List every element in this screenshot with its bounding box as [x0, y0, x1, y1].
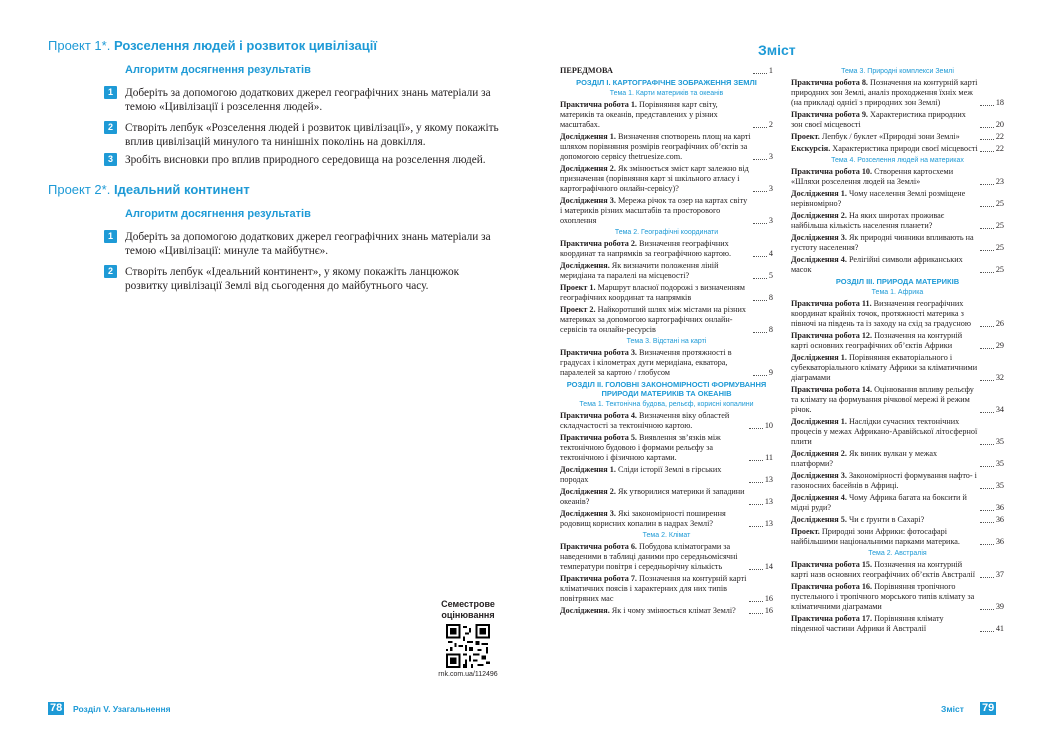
toc-page-number: 25 — [995, 265, 1004, 274]
toc-leader-dots — [980, 127, 994, 128]
project2-step — [104, 230, 504, 258]
project2-name: Ідеальний континент — [113, 182, 250, 197]
toc-page-number: 26 — [995, 319, 1004, 328]
toc-leader-dots — [980, 609, 994, 610]
toc-page-number: 8 — [768, 293, 773, 302]
toc-page-number: 25 — [995, 221, 1004, 230]
toc-entry — [791, 233, 1004, 253]
toc-page-number: 22 — [995, 144, 1004, 153]
toc-leader-dots — [753, 375, 767, 376]
toc-entry — [560, 283, 773, 303]
toc-entry-title: Дослідження 2. На яких широтах проживає найбільша кількість населення планети? — [791, 211, 945, 230]
toc-leader-dots — [753, 127, 767, 128]
page-number-79: 79 — [982, 702, 995, 714]
toc-page-number: 35 — [995, 459, 1004, 468]
toc-page-number: 35 — [995, 437, 1004, 446]
toc-entry-title: Дослідження 3. Мережа річок та озер на картах світу і материків різних масштабів та просторового охоплення — [560, 196, 748, 225]
toc-entry — [560, 239, 773, 259]
toc-entry-title: Екскурсія. Характеристика природи своєї місцевості — [791, 144, 978, 153]
toc-entry — [560, 606, 773, 616]
toc-leader-dots — [980, 444, 994, 445]
toc-page-number: 9 — [768, 368, 773, 377]
toc-page-number: 5 — [768, 271, 773, 280]
project1-label: Проект 1*. — [48, 38, 111, 53]
toc-leader-dots — [749, 482, 763, 483]
toc-leader-dots — [749, 428, 763, 429]
step-number: 2 — [104, 121, 117, 134]
toc-leader-dots — [749, 601, 763, 602]
toc-leader-dots — [980, 326, 994, 327]
toc-leader-dots — [980, 544, 994, 545]
step-text: Доберіть за допомогою додаткових джерел географічних знань матеріали за темою «Цивілізації і розселення людей». — [125, 87, 491, 113]
toc-topic-heading: Тема 2. Клімат — [642, 532, 691, 539]
toc-section-heading: РОЗДІЛ III. ПРИРОДА МАТЕРИКІВ — [835, 277, 960, 286]
toc-entry — [791, 493, 1004, 513]
toc-entry-title: Практична робота 3. Визначення протяжності в градусах і кілометрах дуги меридіана, екватора, паралелей за картою / глобусом — [560, 348, 732, 377]
toc-page-number: 34 — [995, 405, 1004, 414]
toc-topic-heading: Тема 1. Карти материків та океанів — [609, 90, 724, 97]
toc-leader-dots — [753, 278, 767, 279]
toc-entry-title: Дослідження 5. Чи є ґрунти в Сахарі? — [791, 515, 925, 524]
toc-section-heading: РОЗДІЛ I. КАРТОГРАФІЧНЕ ЗОБРАЖЕННЯ ЗЕМЛІ — [576, 78, 757, 87]
project2-algorithm-heading: Алгоритм досягнення результатів — [125, 208, 311, 220]
toc-page-number: 8 — [768, 325, 773, 334]
toc-leader-dots — [980, 488, 994, 489]
toc-leader-dots — [749, 569, 763, 570]
toc-entry-title: Дослідження 1. Порівняння екваторіального і субекваторіального клімату Африки за кліматичними діаграмами — [791, 353, 978, 382]
toc-leader-dots — [980, 139, 994, 140]
toc-entry — [791, 614, 1004, 634]
toc-entry — [560, 100, 773, 130]
toc-page-number: 11 — [765, 453, 773, 462]
toc-entry — [560, 348, 773, 378]
toc-page-number: 36 — [995, 515, 1004, 524]
toc-page-number: 25 — [995, 199, 1004, 208]
step-number: 2 — [104, 265, 117, 278]
toc-entry — [791, 331, 1004, 351]
toc-entry — [791, 211, 1004, 231]
toc-topic-heading: Тема 2. Австралія — [868, 550, 927, 557]
section-caption: Розділ V. Узагальнення — [73, 704, 171, 714]
toc-entry — [560, 487, 773, 507]
toc-entry-title: Дослідження 1. Визначення спотворень площ на карті шляхом порівняння розмірів географічних об’єктів за допомогою сервісу thetruesize.com. — [560, 132, 751, 161]
toc-leader-dots — [753, 191, 767, 192]
toc-entry — [791, 78, 1004, 108]
toc-entry — [560, 305, 773, 335]
toc-leader-dots — [980, 466, 994, 467]
toc-entry-title: Практична робота 15. Позначення на контурній карті назв основних географічних об’єктів Австралії — [791, 560, 975, 579]
toc-entry-title: Практична робота 11. Визначення географічних координат крайніх точок, протяжності материка з півночі на південь та із заходу на схід за градусною — [791, 299, 971, 328]
project1-step — [104, 121, 504, 149]
toc-topic-heading: Тема 1. Тектонічна будова, рельєф, корисні копалини — [579, 401, 754, 408]
toc-entry-title: Практична робота 4. Визначення віку областей складчастості за тектонічною картою. — [560, 411, 730, 430]
toc-entry-title: Дослідження 3. Закономірності формування нафто- і газоносних басейнів в Африці. — [791, 471, 977, 490]
toc-entry — [791, 560, 1004, 580]
toc-leader-dots — [980, 631, 994, 632]
toc-leader-dots — [753, 300, 767, 301]
toc-page-number: 22 — [995, 132, 1004, 141]
toc-entry-title: Проект 1. Маршрут власної подорожі з визначенням географічних координат та напрямків — [560, 283, 745, 302]
toc-leader-dots — [749, 460, 763, 461]
toc-entry — [791, 144, 1004, 154]
toc-entry-title: Практична робота 8. Позначення на контурній карті природних зон Землі, аналіз проходження їхніх меж (на прикладі однієї з природних зон Землі) — [791, 78, 978, 107]
toc-leader-dots — [980, 348, 994, 349]
toc-page-number: 2 — [768, 120, 773, 129]
toc-entry — [560, 542, 773, 572]
qr-block — [433, 599, 503, 678]
toc-entry-title: Дослідження 2. Як утворилися материки й западини океанів? — [560, 487, 745, 506]
toc-entry — [791, 255, 1004, 275]
toc-entry-title: Дослідження 1. Чому населення Землі розміщене нерівномірно? — [791, 189, 966, 208]
toc-page-number: 29 — [995, 341, 1004, 350]
toc-leader-dots — [980, 510, 994, 511]
toc-topic-heading: Тема 1. Африка — [871, 289, 924, 296]
toc-leader-dots — [749, 526, 763, 527]
toc-page-number: 25 — [995, 243, 1004, 252]
toc-entry-title: Практична робота 10. Створення картосхеми «Шляхи розселення людей на Землі» — [791, 167, 954, 186]
toc-entry-title: Дослідження. Як і чому змінюється клімат Землі? — [560, 606, 736, 615]
step-text: Створіть лепбук «Ідеальний континент», у якому покажіть ланцюжок розвитку цивілізації Землі від сьогодення до майбутнього часу. — [125, 266, 460, 292]
project2-title — [48, 182, 250, 197]
toc-entry — [791, 515, 1004, 525]
toc-page-number: 14 — [764, 562, 773, 571]
toc-leader-dots — [980, 206, 994, 207]
toc-leader-dots — [980, 380, 994, 381]
toc-entry — [560, 261, 773, 281]
toc-entry-title: Дослідження 2. Як змінюється зміст карт залежно від призначення (порівняння карт зі шкільного атласу і картографічного онлайн-сервісу)? — [560, 164, 749, 193]
toc-leader-dots — [753, 256, 767, 257]
toc-page-number: 16 — [764, 606, 773, 615]
toc-entry — [791, 132, 1004, 142]
toc-entry-title: Практична робота 5. Виявлення зв’язків між тектонічною будовою і формами рельєфу за тектонічною і фізичною картами. — [560, 433, 721, 462]
toc-entry-title: Дослідження. Як визначити положення ліній меридіана та паралелі на місцевості? — [560, 261, 719, 280]
toc-entry — [791, 471, 1004, 491]
toc-leader-dots — [753, 159, 767, 160]
toc-page-number: 10 — [764, 421, 773, 430]
toc-entry — [791, 167, 1004, 187]
toc-page-number: 3 — [768, 152, 773, 161]
toc-entry — [791, 110, 1004, 130]
toc-entry — [560, 509, 773, 529]
contents-title: Зміст — [758, 42, 796, 58]
toc-entry-title: Дослідження 3. Які закономірності поширення родовищ корисних копалин в надрах Землі? — [560, 509, 726, 528]
toc-entry-title: Дослідження 1. Наслідки сучасних тектонічних процесів у межах Африкано-Аравійської літосферної плити — [791, 417, 978, 446]
toc-leader-dots — [980, 105, 994, 106]
project2-step — [104, 265, 504, 293]
toc-page-number: 32 — [995, 373, 1004, 382]
toc-leader-dots — [749, 504, 763, 505]
toc-entry — [560, 465, 773, 485]
toc-leader-dots — [980, 228, 994, 229]
qr-url[interactable]: rnk.com.ua/112496 — [438, 671, 498, 678]
toc-page-number: 13 — [764, 497, 773, 506]
toc-entry-title: Практична робота 2. Визначення географічних координат та напрямків за географічною картою. — [560, 239, 732, 258]
toc-page-number: 3 — [768, 184, 773, 193]
project1-algorithm-heading: Алгоритм досягнення результатів — [125, 64, 311, 76]
toc-page-number: 36 — [995, 537, 1004, 546]
toc-topic-heading: Тема 3. Відстані на карті — [626, 338, 707, 345]
toc-page-number: 16 — [764, 594, 773, 603]
toc-entry — [560, 164, 773, 194]
toc-leader-dots — [753, 73, 767, 74]
toc-entry-title: Проект. Природні зони Африки: фотосафарі найбільшими національними парками материка. — [791, 527, 960, 546]
toc-entry — [791, 353, 1004, 383]
toc-topic-heading: Тема 4. Розселення людей на материках — [831, 157, 964, 164]
toc-leader-dots — [980, 522, 994, 523]
toc-page-number: 18 — [995, 98, 1004, 107]
right-page — [525, 0, 1050, 742]
toc-leader-dots — [980, 184, 994, 185]
toc-entry-title: Практична робота 9. Характеристика природних зон своєї місцевості — [791, 110, 966, 129]
toc-entry — [560, 132, 773, 162]
toc-page-number: 41 — [995, 624, 1004, 633]
step-text: Доберіть за допомогою додаткових джерел географічних знань матеріали за темою «Цивілізації: минуле та майбутнє». — [125, 231, 491, 257]
toc-leader-dots — [980, 250, 994, 251]
project2-label: Проект 2*. — [48, 182, 111, 197]
step-text: Створіть лепбук «Розселення людей і розвиток цивілізації», у якому покажіть вплив цивілізацій минулого та нинішніх поколінь на довкілля. — [125, 122, 499, 148]
toc-topic-heading: Тема 3. Природні комплекси Землі — [841, 68, 954, 75]
toc-topic-heading: Тема 2. Географічні координати — [614, 229, 719, 236]
toc-leader-dots — [980, 412, 994, 413]
toc-entry — [791, 299, 1004, 329]
toc-page-number: 3 — [768, 216, 773, 225]
toc-entry-title: Дослідження 4. Релігійні символи африканських масок — [791, 255, 963, 274]
toc-page-number: 39 — [995, 602, 1004, 611]
qr-title: Семестрове оцінювання — [441, 599, 495, 620]
toc-page-number: 13 — [764, 519, 773, 528]
toc-entry-title: Проект. Лепбук / буклет «Природні зони Землі» — [791, 132, 960, 141]
toc-page-number: 23 — [995, 177, 1004, 186]
qr-code-icon[interactable] — [446, 624, 490, 668]
toc-leader-dots — [753, 332, 767, 333]
toc-entry — [791, 449, 1004, 469]
toc-entry — [791, 417, 1004, 447]
toc-section-heading: РОЗДІЛ II. ГОЛОВНІ ЗАКОНОМІРНОСТІ ФОРМУВАННЯ ПРИРОДИ МАТЕРИКІВ ТА ОКЕАНІВ — [566, 380, 767, 398]
toc-leader-dots — [980, 151, 994, 152]
toc-column-right — [791, 66, 1004, 636]
toc-entry — [791, 582, 1004, 612]
toc-page-number: 37 — [995, 570, 1004, 579]
toc-entry-title: Практична робота 12. Позначення на контурній карті основних географічних об’єктів Африки — [791, 331, 963, 350]
toc-column-left — [560, 66, 773, 618]
toc-entry-title: Практична робота 6. Побудова кліматограми за наведеними в таблиці даними про середньомісячні температури повітря і середньорічну кількість — [560, 542, 738, 571]
toc-entry-title: Практична робота 1. Порівняння карт світу, материків та океанів, представлених у різних масштабах. — [560, 100, 718, 129]
project1-name: Розселення людей і розвиток цивілізації — [113, 38, 378, 53]
contents-caption: Зміст — [941, 704, 964, 714]
toc-leader-dots — [980, 272, 994, 273]
toc-entry — [560, 411, 773, 431]
toc-page-number: 20 — [995, 120, 1004, 129]
toc-page-number: 13 — [764, 475, 773, 484]
toc-entry — [560, 196, 773, 226]
step-number: 1 — [104, 86, 117, 99]
toc-page-number: 1 — [768, 66, 773, 75]
step-text: Зробіть висновки про вплив природного середовища на розселення людей. — [125, 154, 486, 166]
step-number: 3 — [104, 153, 117, 166]
project1-step — [104, 86, 504, 114]
toc-page-number: 36 — [995, 503, 1004, 512]
toc-entry-title: Дослідження 4. Чому Африка багата на боксити й мідні руди? — [791, 493, 967, 512]
toc-entry-title: Дослідження 1. Сліди історії Землі в гірських породах — [560, 465, 722, 484]
toc-page-number: 35 — [995, 481, 1004, 490]
toc-entry — [791, 527, 1004, 547]
toc-entry-title: Дослідження 3. Як природні чинники впливають на густоту населення? — [791, 233, 974, 252]
toc-entry — [560, 574, 773, 604]
toc-leader-dots — [980, 577, 994, 578]
toc-entry-title: Практична робота 16. Порівняння тропічного пустельного і тропічного морського типів клімату за кліматичними діаграмами — [791, 582, 975, 611]
toc-leader-dots — [753, 223, 767, 224]
toc-entry-title: Дослідження 2. Як виник вулкан у межах платформи? — [791, 449, 938, 468]
toc-entry-title: Практична робота 14. Оцінювання впливу рельєфу та клімату на формування річкової мережі й режим річок. — [791, 385, 974, 414]
toc-entry-title: Проект 2. Найкоротший шлях між містами на різних материках за допомогою картографічних онлайн-сервісів та онлайн-ресурсів — [560, 305, 746, 334]
toc-entry — [560, 433, 773, 463]
toc-page-number: 4 — [768, 249, 773, 258]
project1-step — [104, 153, 504, 167]
toc-entry-title: ПЕРЕДМОВА — [560, 66, 613, 75]
toc-entry — [791, 385, 1004, 415]
toc-entry — [560, 66, 773, 76]
toc-entry-title: Практична робота 17. Порівняння клімату південної частини Африки й Австралії — [791, 614, 944, 633]
step-number: 1 — [104, 230, 117, 243]
page-number-78: 78 — [50, 702, 63, 714]
toc-leader-dots — [749, 613, 763, 614]
toc-entry-title: Практична робота 7. Позначення на контурній карті кліматичних поясів і характерних для них типів повітряних мас — [560, 574, 747, 603]
project1-title — [48, 38, 377, 53]
toc-entry — [791, 189, 1004, 209]
